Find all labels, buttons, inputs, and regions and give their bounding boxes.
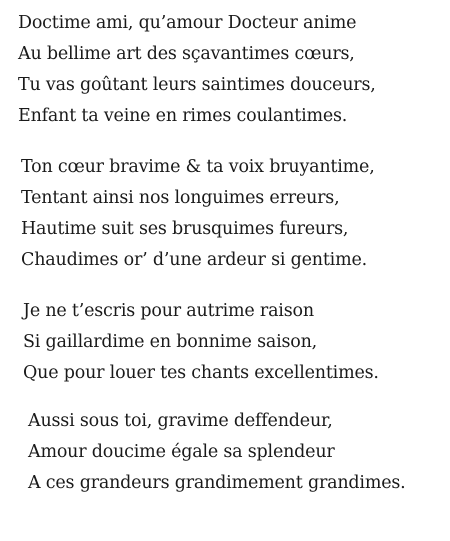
verse-line: Tentant ainsi nos longuimes erreurs, xyxy=(21,188,340,208)
verse-line: Que pour louer tes chants excellentimes. xyxy=(23,363,379,383)
stanza-3 xyxy=(15,296,442,389)
verse-line: Ton cœur bravime & ta voix bruyantime, xyxy=(21,157,375,177)
stanza-4 xyxy=(15,406,442,499)
verse-line: Tu vas goûtant leurs saintimes douceurs, xyxy=(18,75,376,95)
verse-line: Au bellime art des sçavantimes cœurs, xyxy=(18,44,355,64)
stanza-2 xyxy=(15,152,442,276)
verse-line: Chaudimes or’ d’une ardeur si gentime. xyxy=(21,250,367,270)
verse-line: Aussi sous toi, gravime deffendeur, xyxy=(28,411,333,431)
verse-line: Enfant ta veine en rimes coulantimes. xyxy=(18,106,348,126)
verse-line: Amour doucime égale sa splendeur xyxy=(28,442,335,462)
verse-line: Hautime suit ses brusquimes fureurs, xyxy=(21,219,349,239)
verse-line: Doctime ami, qu’amour Docteur anime xyxy=(18,13,357,33)
verse-line: Je ne t’escris pour autrime raison xyxy=(23,301,314,321)
verse-line: Si gaillardime en bonnime saison, xyxy=(23,332,318,352)
stanza-1 xyxy=(15,8,442,132)
verse-line: A ces grandeurs grandimement grandimes. xyxy=(28,473,406,493)
